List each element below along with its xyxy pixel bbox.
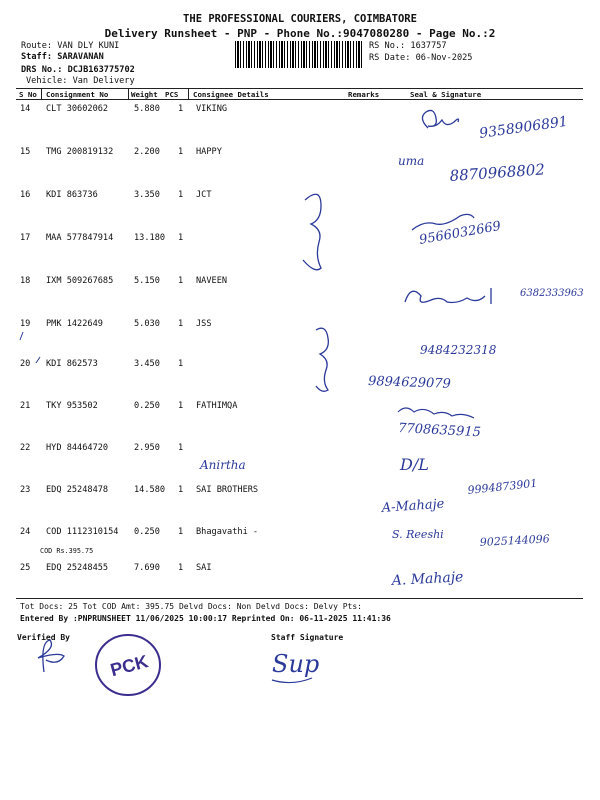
consignment-cell: EDQ 25248455	[46, 563, 109, 573]
handwritten-phone: 9484232318	[420, 343, 497, 357]
pcs-cell: 1	[178, 443, 184, 453]
weight-cell: 5.030	[134, 319, 160, 329]
drs-line: DRS No.: DCJB163775702	[21, 65, 135, 75]
consignment-cell: TKY 953502	[46, 401, 98, 411]
brace-mark	[303, 194, 321, 270]
pcs-cell: 1	[178, 319, 184, 329]
handwritten-phone: 6382333963	[520, 288, 584, 299]
sno-cell: 18	[20, 276, 31, 286]
handwritten-name: Anirtha	[200, 458, 246, 472]
col-seal-signature: Seal & Signature	[410, 90, 482, 99]
sno-cell: 17	[20, 233, 31, 243]
vehicle-line: Vehicle: Van Delivery	[26, 76, 135, 86]
pcs-cell: 1	[178, 527, 184, 537]
weight-cell: 7.690	[134, 563, 160, 573]
weight-cell: 0.250	[134, 401, 160, 411]
consignment-cell: PMK 1422649	[46, 319, 103, 329]
consignment-cell: CLT 30602062	[46, 104, 109, 114]
signature-scribble	[398, 408, 474, 418]
totals-line: Tot Docs: 25 Tot COD Amt: 395.75 Delvd Docs: Non Delvd Docs: Delvy Pts:	[20, 602, 362, 611]
pcs-cell: 1	[178, 190, 184, 200]
consignee-cell: SAI BROTHERS	[196, 485, 259, 495]
handwritten-signature: A-Mahaje	[381, 496, 445, 516]
pcs-cell: 1	[178, 401, 184, 411]
sno-cell: 15	[20, 147, 31, 157]
weight-cell: 5.150	[134, 276, 160, 286]
col-weight: Weight	[131, 90, 158, 99]
handwritten-phone: 9894629079	[367, 374, 452, 392]
weight-cell: 2.200	[134, 147, 160, 157]
sno-cell: 22	[20, 443, 31, 453]
sno-cell: 16	[20, 190, 31, 200]
handwritten-phone: 9025144096	[479, 532, 551, 549]
handwritten-phone: 9994873901	[466, 476, 538, 497]
weight-cell: 13.180	[134, 233, 166, 243]
handwritten-name: uma	[398, 154, 425, 168]
consignment-cell: TMG 200819132	[46, 147, 114, 157]
handwritten-remark: D/L	[400, 455, 429, 474]
sno-cell: 21	[20, 401, 31, 411]
sno-cell: 23	[20, 485, 31, 495]
tick-mark	[36, 357, 40, 363]
handwritten-phone: 8870968802	[449, 160, 546, 185]
weight-cell: 2.950	[134, 443, 160, 453]
weight-cell: 0.250	[134, 527, 160, 537]
sno-cell: 24	[20, 527, 31, 537]
pcs-cell: 1	[178, 485, 184, 495]
consignment-cell: KDI 863736	[46, 190, 98, 200]
consignee-cell: VIKING	[196, 104, 228, 114]
runsheet-title: Delivery Runsheet - PNP - Phone No.:9047080280 - Page No.:2	[104, 27, 496, 40]
weight-cell: 3.450	[134, 359, 160, 369]
weight-cell: 5.880	[134, 104, 160, 114]
consignee-cell: JCT	[196, 190, 212, 200]
consignment-cell: HYD 84464720	[46, 443, 109, 453]
consignee-cell: JSS	[196, 319, 212, 329]
staff-signature-label: Staff Signature	[271, 633, 344, 642]
consignment-cell: KDI 862573	[46, 359, 98, 369]
handwritten-phone: 9358906891	[478, 113, 569, 142]
stamp-text: PCK	[108, 651, 151, 681]
staff-signature-underline	[272, 678, 312, 683]
tick-mark	[20, 332, 23, 340]
consignee-cell: Bhagavathi -	[196, 527, 259, 537]
weight-cell: 14.580	[134, 485, 166, 495]
col-pcs: PCS	[165, 90, 179, 99]
consignment-cell: COD 1112310154	[46, 527, 119, 537]
col-remarks: Remarks	[348, 90, 380, 99]
consignee-cell: SAI	[196, 563, 212, 573]
handwritten-phone: 9566032669	[418, 218, 503, 248]
consignment-cell: EDQ 25248478	[46, 485, 109, 495]
handwritten-signature: A. Mahaje	[391, 569, 464, 589]
brace-mark	[316, 328, 328, 391]
company-name: THE PROFESSIONAL COURIERS, COIMBATORE	[183, 13, 417, 25]
signature-scribble	[422, 110, 458, 128]
pcs-cell: 1	[178, 147, 184, 157]
pcs-cell: 1	[178, 276, 184, 286]
sno-cell: 20	[20, 359, 31, 369]
staff-line: Staff: SARAVANAN	[21, 52, 104, 62]
handwritten-phone: 7708635915	[397, 421, 482, 441]
route-line: Route: VAN DLY KUNI	[21, 41, 120, 51]
col-sno: S No	[19, 90, 37, 99]
staff-signature: Sup	[272, 650, 320, 678]
cod-note: COD Rs.395.75	[40, 547, 94, 555]
consignee-cell: NAVEEN	[196, 276, 228, 286]
sno-cell: 14	[20, 104, 31, 114]
verified-by-label: Verified By	[17, 633, 70, 642]
sno-cell: 19	[20, 319, 31, 329]
rs-date: RS Date: 06-Nov-2025	[369, 53, 473, 63]
consignee-cell: FATHIMQA	[196, 401, 238, 411]
consignment-cell: IXM 509267685	[46, 276, 114, 286]
col-consignment: Consignment No	[46, 90, 109, 99]
weight-cell: 3.350	[134, 190, 160, 200]
verifier-signature	[38, 640, 64, 672]
rs-number: RS No.: 1637757	[369, 41, 447, 51]
pcs-cell: 1	[178, 104, 184, 114]
pcs-cell: 1	[178, 359, 184, 369]
signature-scribble	[405, 288, 491, 304]
pcs-cell: 1	[178, 233, 184, 243]
consignee-cell: HAPPY	[196, 147, 222, 157]
sno-cell: 25	[20, 563, 31, 573]
pcs-cell: 1	[178, 563, 184, 573]
col-consignee: Consignee Details	[193, 90, 269, 99]
entered-line: Entered By :PNPRUNSHEET 11/06/2025 10:00:17 Reprinted On: 06-11-2025 11:41:36	[20, 614, 391, 623]
handwritten-signature: S. Reeshi	[392, 528, 444, 541]
consignment-cell: MAA 577847914	[46, 233, 114, 243]
